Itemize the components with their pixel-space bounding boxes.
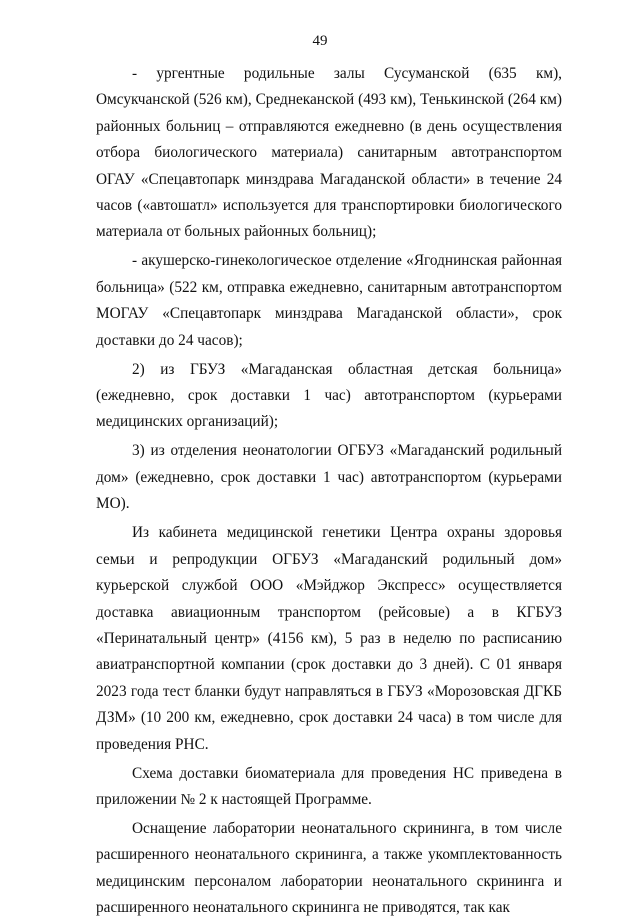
paragraph-yagodninskaya-hospital: - акушерско-гинекологическое отделение «Ягоднинская районная больница» (522 км, отправка ежедневно, санитарным автотранспортом МОГАУ «Спецавтопарк минздрава Магаданской области», срок доставки до 24 часов); [96, 252, 562, 349]
paragraph-laboratory-equipment: Оснащение лаборатории неонатального скрининга, в том числе расширенного неонатального скрининга, а также укомплектованность медицинским персоналом лаборатории неонатального скрининга и расширенного неонатального скрининга не приводятся, так как [96, 819, 562, 917]
paragraph-childrens-hospital: 2) из ГБУЗ «Магаданская областная детская больница» (ежедневно, срок доставки 1 час) автотранспортом (курьерами медицинских организаций); [96, 360, 562, 431]
body-text [96, 61, 562, 924]
paragraph-genetics-delivery: Из кабинета медицинской генетики Центра охраны здоровья семьи и репродукции ОГБУЗ «Магаданский родильный дом» курьерской службой ООО «Мэйджор Экспресс» осуществляется доставка авиационным транспортом (рейсовые) а в КГБУЗ «Перинатальный центр» (4156 км), 5 раз в неделю по расписанию авиатранспортной компании (срок доставки до 3 дней). С 01 января 2023 года тест бланки будут направляться в ГБУЗ «Морозовская ДГКБ ДЗМ» (10 200 км, ежедневно, срок доставки 24 часа) в том числе для проведения РНС. [96, 524, 562, 753]
paragraph-neonatology-department: 3) из отделения неонатологии ОГБУЗ «Магаданский родильный дом» (ежедневно, срок доставки 1 час) автотранспортом (курьерами МО). [96, 442, 562, 513]
page-number: 49 [312, 33, 328, 49]
paragraph-delivery-scheme: Схема доставки биоматериала для проведения НС приведена в приложении № 2 к настоящей Программе. [96, 764, 562, 808]
paragraph-urgent-maternity-wards: - ургентные родильные залы Сусуманской (635 км), Омсукчанской (526 км), Среднеканской (493 км), Тенькинской (264 км) районных больниц – отправляются ежедневно (в день осуществления отбора биологического материала) санитарным автотранспортом ОГАУ «Спецавтопарк минздрава Магаданской области» в течение 24 часов («автошатл» используется для транспортировки биологического материала от больных районных больниц); [96, 65, 562, 241]
